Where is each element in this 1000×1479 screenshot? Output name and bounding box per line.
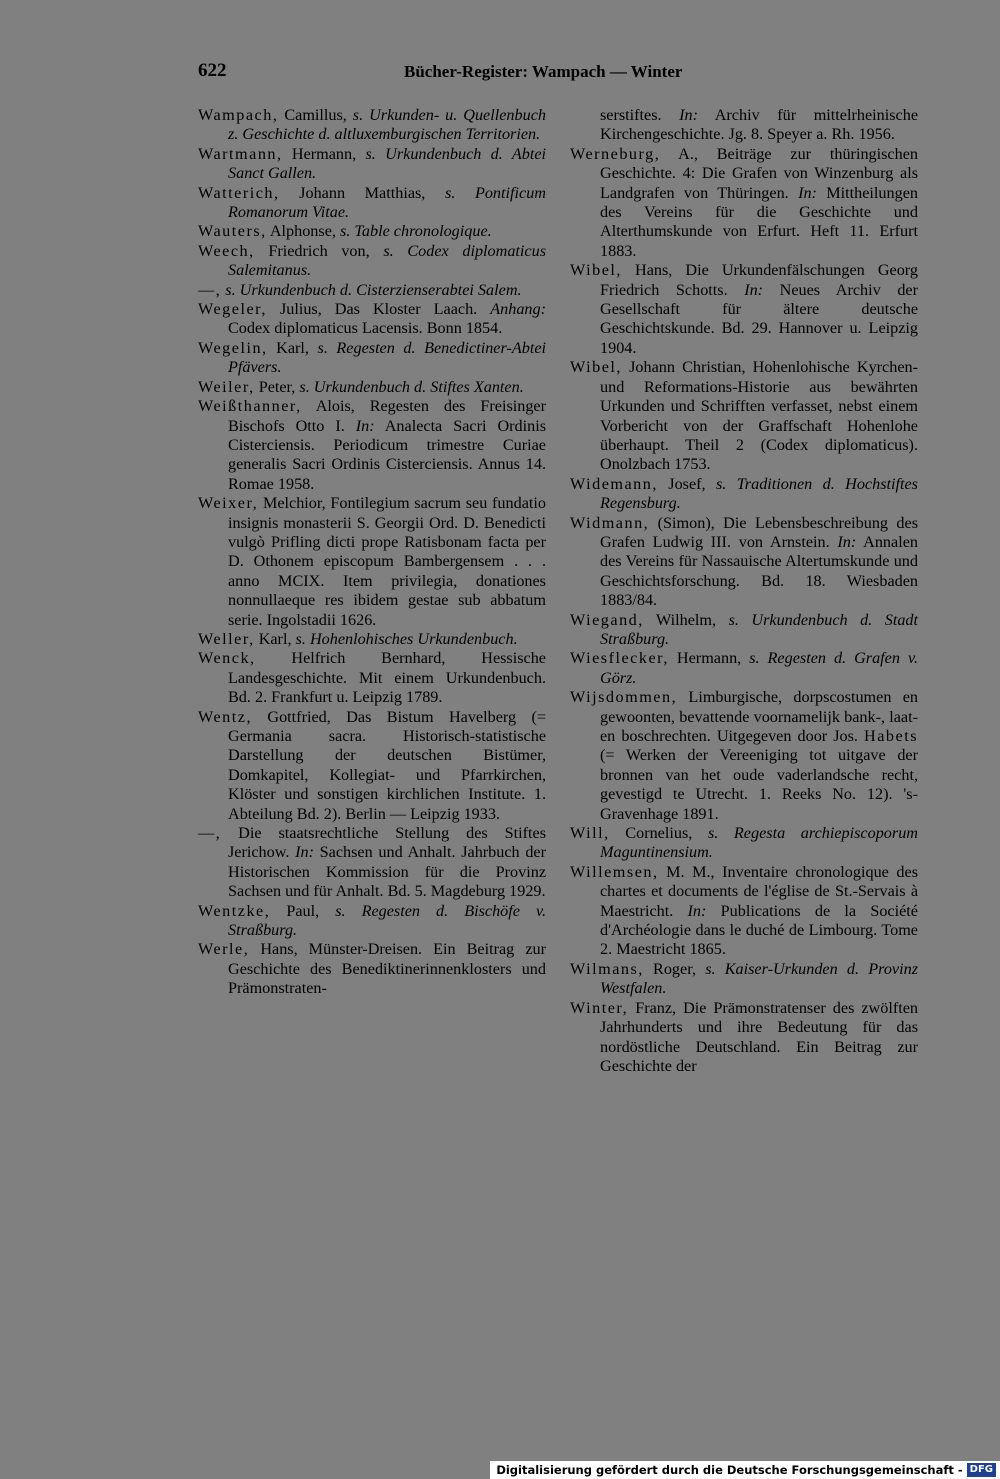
entry-italic-text: In: bbox=[295, 843, 314, 862]
entry-text: Alois, Regesten des Freisinger Bischofs Otto I. bbox=[228, 397, 546, 435]
entry-italic-text: s. Regesta archiepiscoporum Maguntinensium. bbox=[600, 824, 918, 862]
entry-italic-text: s. Urkundenbuch d. Abtei Sanct Gallen. bbox=[228, 144, 547, 183]
entry-text: Publications de la Société d'Archéologie dans le duché de Limbourg. Tome 2. Maestricht 1865. bbox=[600, 901, 918, 959]
entry-text: Neues Archiv der Gesellschaft für ältere deutsche Geschichtskunde. Bd. 29. Hannover u. Leipzig 1904. bbox=[600, 280, 918, 357]
entry-italic-text: s. Regesten d. Bischöfe v. Straßburg. bbox=[228, 901, 547, 940]
entry-italic-text: s. Urkundenbuch d. Stiftes Xanten. bbox=[299, 377, 524, 396]
entry-text: Karl, bbox=[254, 629, 296, 648]
entry-text: Josef, bbox=[657, 474, 716, 493]
register-entry bbox=[198, 145, 546, 184]
entry-text: Julius, Das Kloster Laach. bbox=[266, 300, 491, 319]
entry-text: Hans, Die Urkundenfälschungen Georg Friedrich Schotts. bbox=[600, 261, 918, 299]
register-entry bbox=[198, 300, 546, 339]
register-entry bbox=[198, 902, 546, 941]
entry-text: M. M., Inventaire chronologique des chartes et documents de l'église de St.-Servais à Maestricht. bbox=[600, 862, 918, 920]
entry-text: Melchior, Fontilegium sacrum seu fundatio insignis monasterii S. Georgii Ord. D. Benedicti vulgò Prifling dicti prope Ratisbonam facta per D. Othonem episcopum Bambergensem . . . anno MCIX. Item privilegia, donationes nonnullaeque res ibidem gestae sub abbatum serie. Ingolstadii 1626. bbox=[228, 494, 546, 629]
entry-name: Widemann, bbox=[570, 474, 658, 493]
register-entry bbox=[198, 281, 546, 300]
entry-italic-text: Anhang: bbox=[490, 300, 546, 319]
entry-italic-text: s. Table chronologique. bbox=[339, 222, 492, 241]
entry-text: Karl, bbox=[267, 338, 318, 357]
register-entry bbox=[198, 242, 546, 281]
register-entry bbox=[570, 475, 918, 514]
register-entry bbox=[198, 184, 546, 223]
register-entry bbox=[198, 222, 546, 241]
entry-name: Wijsdommen, bbox=[570, 688, 678, 707]
register-entry bbox=[570, 999, 918, 1077]
entry-italic-text: In: bbox=[679, 106, 699, 124]
entry-name: Weißthanner, bbox=[198, 397, 302, 416]
entry-name: Wegeler, bbox=[198, 300, 267, 319]
entry-text: Camillus, bbox=[278, 106, 353, 124]
register-entry bbox=[198, 106, 546, 145]
entry-text: Gottfried, Das Bistum Havelberg (= Germania sacra. Historisch-statistische Darstellung der deutschen Bistümer, Domkapitel, Kollegiat- und Pfarrkirchen, Klöster und sonstigen kirchlichen Institute. 1. Abteilung Bd. 2). Berlin — Leipzig 1933. bbox=[228, 707, 546, 823]
entry-italic-text: s. Urkunden- u. Quellenbuch z. Geschichte d. altluxemburgischen Territorien. bbox=[228, 106, 546, 144]
entry-text: Annalen des Vereins für Nassauische Altertumskunde und Geschichtsforschung. Bd. 18. Wiesbaden 1883/84. bbox=[600, 532, 918, 610]
register-entry bbox=[198, 649, 546, 707]
entry-name: Werneburg, bbox=[570, 144, 661, 163]
entry-italic-text: s. Urkundenbuch d. Stadt Straßburg. bbox=[600, 610, 918, 648]
entry-text: Roger, bbox=[643, 959, 706, 978]
register-entry bbox=[198, 708, 546, 824]
register-entry bbox=[570, 649, 918, 688]
entry-italic-text: s. Traditionen d. Hochstiftes Regensburg. bbox=[600, 474, 918, 513]
register-entry bbox=[198, 378, 546, 397]
entry-text: Limburgische, dorpscostumen en gewoonten, bevattende voornamelijk bank-, laat- en boschrechten. Uitgegeven door Jos. bbox=[600, 688, 918, 745]
entry-text: Johann Christian, Hohenlohische Kyrchen- und Reformations-Historie aus bewährten Urkunden und Schrifften verfasset, nebst einem Vorbericht von der Graffschaft Hohenlohe überhaupt. Theil 2 (Codex diplomaticus). Onolzbach 1753. bbox=[600, 358, 918, 474]
register-entry bbox=[570, 611, 918, 650]
register-entry bbox=[570, 824, 918, 863]
entry-text: Hermann, bbox=[668, 649, 750, 668]
entry-name: Wampach, bbox=[198, 106, 279, 124]
register-entry bbox=[570, 960, 918, 999]
entry-italic-text: s. Hohenlohisches Urkundenbuch. bbox=[295, 629, 518, 648]
entry-name: Will, bbox=[570, 824, 610, 843]
entry-text: Johann Matthias, bbox=[279, 183, 445, 202]
entry-name: Wibel, bbox=[570, 261, 622, 280]
entry-name: Werle, bbox=[198, 940, 250, 959]
register-entry bbox=[570, 145, 918, 261]
entry-name: Wibel, bbox=[570, 358, 622, 377]
register-entry bbox=[570, 514, 918, 611]
footer-text: Digitalisierung gefördert durch die Deutsche Forschungsgemeinschaft - bbox=[496, 1463, 963, 1477]
entry-text: (Simon), Die Lebensbeschreibung des Grafen Ludwig III. von Arnstein. bbox=[600, 513, 918, 551]
entry-text: Codex diplomaticus Lacensis. Bonn 1854. bbox=[228, 319, 503, 338]
entry-text: Cornelius, bbox=[609, 824, 708, 843]
entry-text: Hans, Münster-Dreisen. Ein Beitrag zur Geschichte des Benediktinerinnenklosters und Prämonstraten- bbox=[228, 940, 546, 998]
entry-name: Weixer, bbox=[198, 494, 259, 513]
entry-italic-text: s. Regesten d. Grafen v. Görz. bbox=[600, 649, 918, 687]
entry-italic-text: s. Pontificum Romanorum Vitae. bbox=[228, 183, 546, 222]
register-entry bbox=[198, 397, 546, 494]
entry-name: Watterich, bbox=[198, 183, 280, 202]
register-entry bbox=[198, 494, 546, 630]
register-entry bbox=[570, 261, 918, 358]
continuation-text bbox=[570, 106, 918, 145]
entry-text: (= Werken der Vereeniging tot uitgave der bronnen van het oude vaderlandsche recht, gevestigd te Utrecht. 1. Reeks No. 12). 's-Gravenhage 1891. bbox=[600, 746, 918, 823]
entry-name: Wiegand, bbox=[570, 610, 644, 629]
entry-name: Wentzke, bbox=[198, 901, 271, 920]
entry-text: Mittheilungen des Vereins für die Geschichte und Alterthumskunde von Erfurt. Heft 11. Erfurt 1883. bbox=[600, 183, 918, 260]
entry-text: Friedrich von, bbox=[254, 241, 384, 260]
entry-name: Wauters, bbox=[198, 222, 267, 241]
entry-name: —, bbox=[198, 280, 222, 299]
entry-italic-text: In: bbox=[687, 901, 707, 920]
entry-name: Weech, bbox=[198, 241, 255, 260]
register-entry bbox=[198, 940, 546, 998]
entry-text: Franz, Die Prämonstratenser des zwölften Jahrhunderts und ihre Bedeutung für das nordöstliche Deutschland. Ein Beitrag zur Geschichte der bbox=[600, 998, 918, 1075]
entry-italic-text: In: bbox=[744, 280, 764, 299]
register-entry bbox=[570, 863, 918, 960]
entry-text: Paul, bbox=[270, 901, 336, 920]
entry-italic-text: In: bbox=[837, 532, 857, 551]
entry-name: Wegelin, bbox=[198, 338, 268, 357]
register-entry bbox=[198, 339, 546, 378]
running-head: Bücher-Register: Wampach — Winter bbox=[404, 62, 683, 81]
register-entry bbox=[198, 824, 546, 902]
entry-italic-text: s. Codex diplomaticus Salemitanus. bbox=[228, 241, 546, 280]
entry-name: Winter, bbox=[570, 998, 629, 1017]
entry-spaced-name: Habets bbox=[864, 727, 918, 745]
entry-name: Wartmann, bbox=[198, 144, 283, 163]
entry-text: serstiftes. bbox=[600, 106, 680, 124]
entry-text: Analecta Sacri Ordinis Cisterciensis. Periodicum trimestre Curiae generalis Sacri Ordinis Cisterciensis. Annus 14. Romae 1958. bbox=[228, 416, 547, 493]
entry-name: Weller, bbox=[198, 629, 255, 648]
entry-italic-text: In: bbox=[798, 183, 817, 202]
entry-italic-text: s. Regesten d. Benedictiner-Abtei Pfävers. bbox=[228, 338, 547, 377]
footer-credit bbox=[490, 1461, 1000, 1479]
right-column bbox=[570, 106, 918, 1076]
entry-italic-text: s. Urkundenbuch d. Cisterzienserabtei Salem. bbox=[225, 280, 522, 299]
entry-text: Sachsen und Anhalt. Jahrbuch der Historischen Kommission für die Provinz Sachsen und für Anhalt. Bd. 5. Magdeburg 1929. bbox=[228, 843, 546, 901]
entry-italic-text: s. Kaiser-Urkunden d. Provinz Westfalen. bbox=[600, 959, 918, 998]
entry-text: Alphonse, bbox=[266, 222, 340, 241]
entry-name: Wiesflecker, bbox=[570, 649, 669, 668]
entry-name: —, bbox=[198, 824, 222, 843]
entry-name: Wentz, bbox=[198, 707, 252, 726]
entry-text: Helfrich Bernhard, Hessische Landesgeschichte. Mit einem Urkundenbuch. Bd. 2. Frankfurt u. Leipzig 1789. bbox=[228, 649, 546, 707]
register-entry bbox=[570, 358, 918, 474]
entry-text: Die staatsrechtliche Stellung des Stiftes Jerichow. bbox=[221, 824, 546, 862]
page-number: 622 bbox=[198, 60, 227, 81]
entry-name: Wenck, bbox=[198, 649, 256, 668]
entry-text: A., Beiträge zur thüringischen Geschichte. 4: Die Grafen von Winzenburg als Landgrafen von Thüringen. bbox=[600, 144, 918, 202]
entry-text: Peter, bbox=[254, 377, 300, 396]
left-column bbox=[198, 106, 546, 999]
entry-name: Weiler, bbox=[198, 377, 255, 396]
entry-name: Widmann, bbox=[570, 513, 650, 532]
entry-text: Archiv für mittelrheinische Kirchengeschichte. Jg. 8. Speyer a. Rh. 1956. bbox=[600, 106, 918, 144]
entry-name: Willemsen, bbox=[570, 862, 659, 881]
entry-name: Wilmans, bbox=[570, 959, 644, 978]
entry-italic-text: In: bbox=[355, 416, 375, 435]
entry-text: Wilhelm, bbox=[643, 610, 729, 629]
entry-text: Hermann, bbox=[282, 144, 366, 163]
register-entry bbox=[198, 630, 546, 649]
register-entry bbox=[570, 688, 918, 824]
dfg-logo-icon: DFG bbox=[967, 1463, 996, 1477]
